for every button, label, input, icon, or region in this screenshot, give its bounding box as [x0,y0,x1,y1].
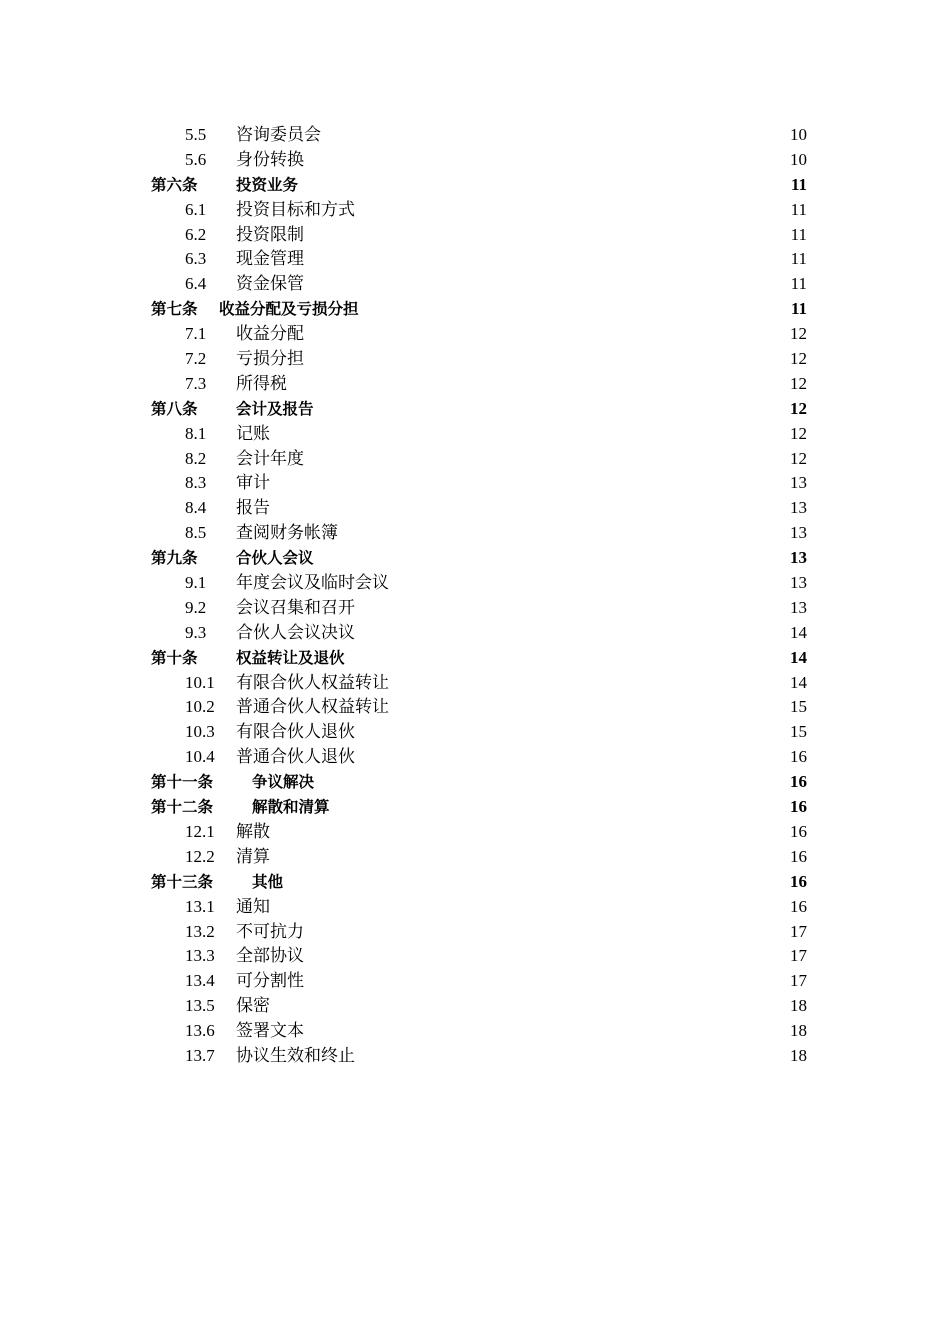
toc-entry-title: 全部协议 [236,946,304,966]
toc-entry-page-number: 14 [790,647,807,667]
toc-entry-title: 签署文本 [236,1021,304,1041]
toc-entry-number: 9.2 [185,597,207,617]
toc-entry-page-number: 16 [790,747,807,767]
toc-section-entry[interactable] [151,521,807,546]
toc-entry-title: 权益转让及退伙 [236,648,345,667]
toc-entry-page-number: 12 [790,398,807,418]
toc-entry-title: 会计年度 [236,448,304,468]
toc-entry-number: 6.4 [185,274,207,294]
toc-entry-number: 第九条 [151,549,198,568]
toc-section-entry[interactable] [151,198,807,223]
toc-entry-number: 第十三条 [151,872,214,891]
toc-entry-page-number: 11 [790,249,807,269]
toc-entry-number: 第八条 [151,399,198,418]
toc-entry-page-number: 15 [790,722,807,742]
toc-entry-title: 报告 [236,498,270,518]
toc-entry-title: 解散 [236,821,270,841]
toc-entry-page-number: 13 [790,473,807,493]
toc-entry-number: 6.1 [185,199,207,219]
toc-entry-page-number: 17 [790,921,807,941]
toc-chapter-entry[interactable] [151,770,807,795]
toc-section-entry[interactable] [151,720,807,745]
toc-section-entry[interactable] [151,745,807,770]
toc-entry-page-number: 12 [790,373,807,393]
toc-entry-page-number: 11 [790,174,807,194]
toc-entry-number: 5.6 [185,149,207,169]
toc-chapter-entry[interactable] [151,795,807,820]
toc-entry-title: 现金管理 [236,249,304,269]
toc-section-entry[interactable] [151,695,807,720]
table-of-contents [151,123,807,1069]
toc-entry-page-number: 16 [790,797,807,817]
toc-entry-page-number: 18 [790,1021,807,1041]
toc-entry-page-number: 14 [790,622,807,642]
toc-entry-number: 10.4 [185,747,215,767]
toc-entry-number: 6.3 [185,249,207,269]
toc-entry-number: 12.1 [185,821,215,841]
toc-entry-title: 投资限制 [236,224,304,244]
toc-entry-number: 13.5 [185,996,215,1016]
toc-entry-number: 第七条 [151,300,198,319]
toc-entry-number: 13.7 [185,1045,215,1065]
toc-entry-page-number: 16 [790,871,807,891]
toc-entry-title: 有限合伙人权益转让 [236,672,389,692]
toc-chapter-entry[interactable] [151,870,807,895]
toc-section-entry[interactable] [151,322,807,347]
toc-entry-title: 收益分配 [236,324,304,344]
toc-section-entry[interactable] [151,571,807,596]
toc-entry-title: 收益分配及亏损分担 [219,300,359,319]
toc-entry-number: 13.6 [185,1021,215,1041]
toc-entry-page-number: 13 [790,523,807,543]
toc-entry-title: 有限合伙人退伙 [236,722,355,742]
toc-entry-number: 第十二条 [151,798,214,817]
toc-section-entry[interactable] [151,272,807,297]
toc-entry-number: 13.2 [185,921,215,941]
toc-entry-page-number: 12 [790,324,807,344]
toc-entry-number: 8.5 [185,523,207,543]
toc-entry-title: 身份转换 [236,149,304,169]
toc-entry-number: 13.3 [185,946,215,966]
toc-section-entry[interactable] [151,496,807,521]
toc-entry-page-number: 13 [790,573,807,593]
toc-entry-title: 会议召集和召开 [236,597,355,617]
toc-entry-number: 第十条 [151,648,198,667]
toc-section-entry[interactable] [151,596,807,621]
toc-entry-title: 争议解决 [252,773,315,792]
toc-entry-number: 7.2 [185,349,207,369]
toc-section-entry[interactable] [151,1044,807,1069]
toc-section-entry[interactable] [151,820,807,845]
toc-section-entry[interactable] [151,247,807,272]
toc-entry-page-number: 12 [790,423,807,443]
toc-entry-number: 8.2 [185,448,207,468]
toc-section-entry[interactable] [151,447,807,472]
toc-entry-number: 9.3 [185,622,207,642]
toc-section-entry[interactable] [151,223,807,248]
toc-entry-number: 13.4 [185,971,215,991]
toc-section-entry[interactable] [151,422,807,447]
toc-entry-number: 6.2 [185,224,207,244]
toc-entry-title: 资金保管 [236,274,304,294]
toc-entry-page-number: 16 [790,846,807,866]
toc-entry-title: 其他 [252,872,284,891]
toc-section-entry[interactable] [151,1019,807,1044]
toc-entry-title: 解散和清算 [252,798,330,817]
toc-entry-page-number: 17 [790,946,807,966]
toc-entry-title: 普通合伙人权益转让 [236,697,389,717]
toc-entry-title: 投资业务 [236,175,299,194]
toc-entry-title: 所得税 [236,373,287,393]
toc-section-entry[interactable] [151,671,807,696]
toc-entry-number: 8.1 [185,423,207,443]
toc-entry-number: 8.3 [185,473,207,493]
toc-entry-page-number: 10 [790,125,807,144]
toc-section-entry[interactable] [151,994,807,1019]
toc-section-entry[interactable] [151,895,807,920]
toc-section-entry[interactable] [151,471,807,496]
toc-section-entry[interactable] [151,845,807,870]
toc-entry-page-number: 11 [790,274,807,294]
toc-entry-page-number: 12 [790,448,807,468]
toc-entry-number: 7.3 [185,373,207,393]
toc-entry-number: 8.4 [185,498,207,518]
toc-entry-page-number: 14 [790,672,807,692]
toc-entry-title: 会计及报告 [236,399,314,418]
toc-entry-page-number: 17 [790,971,807,991]
toc-entry-title: 咨询委员会 [236,125,321,144]
toc-entry-page-number: 11 [790,224,807,244]
toc-entry-page-number: 15 [790,697,807,717]
toc-entry-title: 亏损分担 [236,349,304,369]
toc-entry-title: 投资目标和方式 [236,199,355,219]
toc-section-entry[interactable] [151,920,807,945]
toc-entry-title: 年度会议及临时会议 [236,573,389,593]
toc-entry-title: 记账 [236,423,270,443]
toc-entry-number: 10.2 [185,697,215,717]
toc-section-entry[interactable] [151,372,807,397]
toc-entry-page-number: 13 [790,498,807,518]
toc-entry-page-number: 10 [790,149,807,169]
toc-entry-number: 第六条 [151,175,198,194]
toc-chapter-entry[interactable] [151,546,807,571]
toc-chapter-entry[interactable] [151,397,807,422]
toc-entry-number: 10.1 [185,672,215,692]
toc-entry-title: 合伙人会议决议 [236,622,355,642]
toc-section-entry[interactable] [151,969,807,994]
toc-entry-number: 7.1 [185,324,207,344]
toc-entry-title: 普通合伙人退伙 [236,747,355,767]
toc-section-entry[interactable] [151,123,807,148]
toc-chapter-entry[interactable] [151,173,807,198]
toc-entry-title: 通知 [236,896,270,916]
toc-entry-page-number: 18 [790,1045,807,1065]
toc-entry-title: 不可抗力 [236,921,304,941]
toc-entry-title: 审计 [236,473,270,493]
toc-entry-title: 可分割性 [236,971,304,991]
toc-entry-number: 5.5 [185,125,207,144]
toc-entry-page-number: 18 [790,996,807,1016]
toc-entry-page-number: 11 [790,199,807,219]
toc-entry-number: 10.3 [185,722,215,742]
toc-chapter-entry[interactable] [151,297,807,322]
toc-entry-number: 第十一条 [151,773,214,792]
toc-section-entry[interactable] [151,944,807,969]
toc-entry-title: 查阅财务帐簿 [236,523,338,543]
toc-section-entry[interactable] [151,148,807,173]
toc-entry-page-number: 11 [790,299,807,319]
toc-entry-title: 合伙人会议 [236,549,314,568]
toc-entry-title: 清算 [236,846,270,866]
toc-entry-page-number: 13 [790,597,807,617]
toc-entry-number: 13.1 [185,896,215,916]
toc-entry-page-number: 16 [790,896,807,916]
toc-entry-number: 9.1 [185,573,207,593]
toc-entry-title: 协议生效和终止 [236,1045,355,1065]
toc-chapter-entry[interactable] [151,646,807,671]
toc-entry-page-number: 13 [790,548,807,568]
toc-entry-page-number: 12 [790,349,807,369]
toc-entry-title: 保密 [236,996,270,1016]
toc-entry-page-number: 16 [790,772,807,792]
toc-section-entry[interactable] [151,621,807,646]
toc-entry-page-number: 16 [790,821,807,841]
toc-entry-number: 12.2 [185,846,215,866]
toc-section-entry[interactable] [151,347,807,372]
